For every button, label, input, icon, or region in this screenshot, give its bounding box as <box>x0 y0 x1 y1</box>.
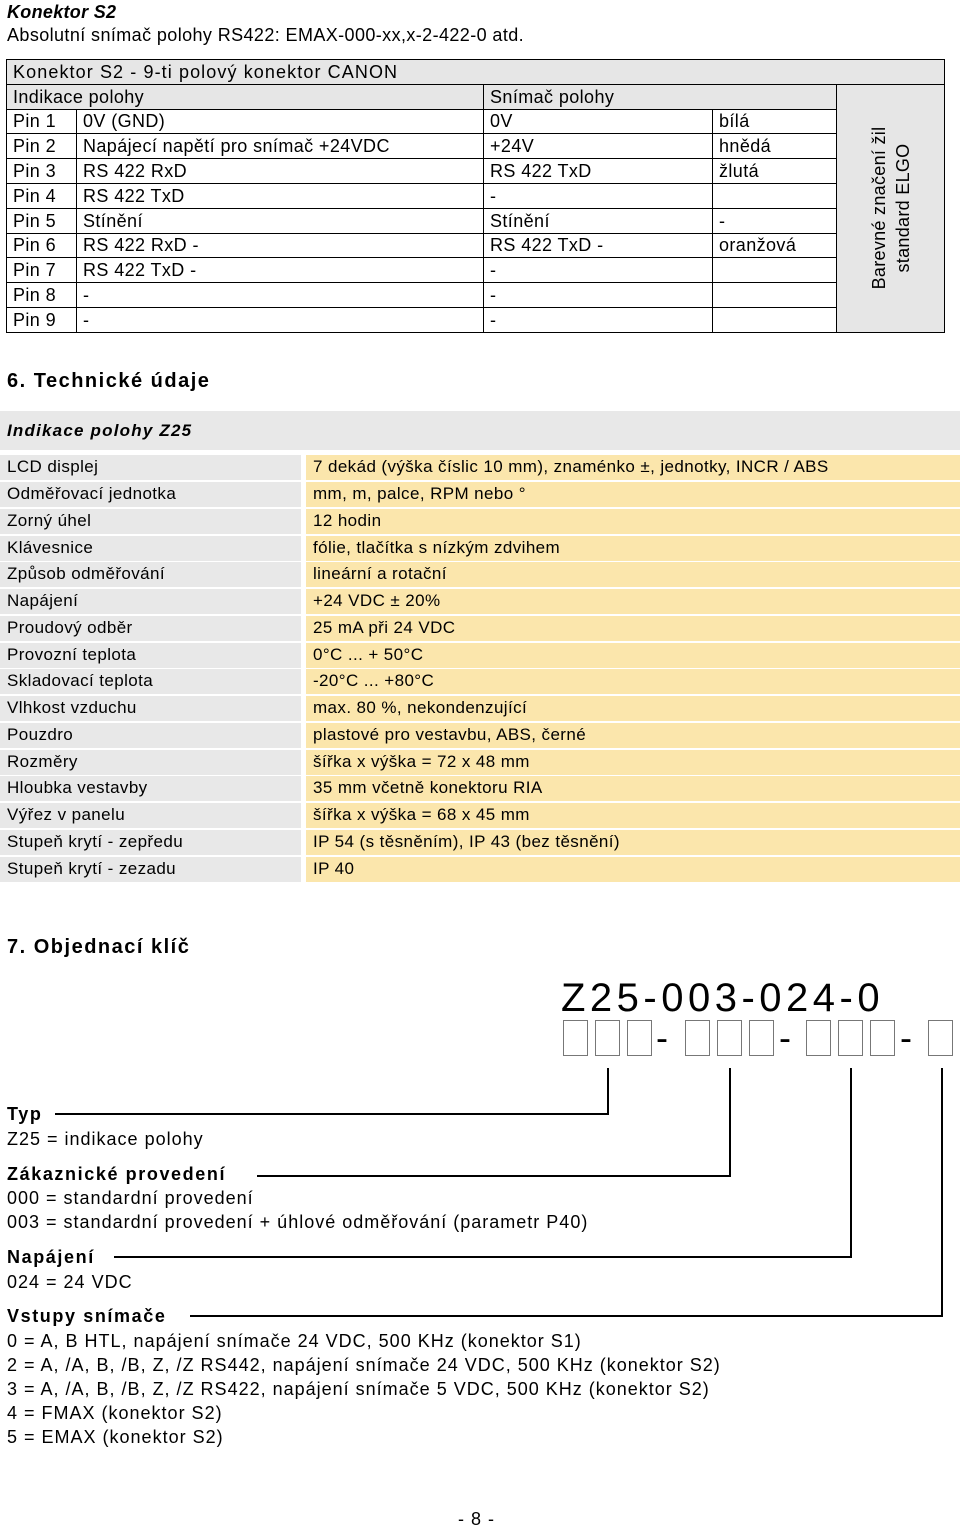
indication-cell: RS 422 TxD <box>77 183 484 208</box>
spec-value: 25 mA při 24 VDC <box>313 618 456 637</box>
spec-label: Stupeň krytí - zepředu <box>7 832 184 851</box>
code-digit-box <box>717 1020 742 1056</box>
color-cell: oranžová <box>713 233 837 258</box>
code-digit-box <box>627 1020 652 1056</box>
color-cell <box>713 283 837 308</box>
code-digit-box <box>749 1020 774 1056</box>
spec-value: IP 40 <box>313 859 355 878</box>
table-row <box>7 208 945 233</box>
spec-label: Napájení <box>7 591 79 610</box>
customer-version-option: 003 = standardní provedení + úhlové odměřování (parametr P40) <box>7 1212 589 1232</box>
section-heading-technical: 6. Technické údaje <box>7 370 211 392</box>
typ-connector-line <box>607 1068 609 1114</box>
pin-cell: Pin 7 <box>7 258 77 283</box>
table-row <box>7 258 945 283</box>
indication-cell: RS 422 TxD - <box>77 258 484 283</box>
indication-cell: Stínění <box>77 208 484 233</box>
code-digit-box <box>928 1020 953 1056</box>
section-title: Konektor S2 <box>7 2 117 22</box>
spec-row <box>0 830 960 855</box>
pin-cell: Pin 5 <box>7 208 77 233</box>
table-row <box>7 283 945 308</box>
connector-table <box>6 59 945 333</box>
spec-row <box>0 696 960 721</box>
spec-label: Odměřovací jednotka <box>7 484 177 503</box>
spec-value: 7 dekád (výška číslic 10 mm), znaménko ±, jednotky, INCR / ABS <box>313 457 829 476</box>
sensor-cell: RS 422 TxD <box>484 159 713 184</box>
spec-value: šířka x výška = 72 x 48 mm <box>313 752 530 771</box>
color-cell <box>713 307 837 332</box>
section-heading-order-key: 7. Objednací klíč <box>7 936 191 958</box>
spec-value: 35 mm včetně konektoru RIA <box>313 778 543 797</box>
side-label-cell <box>837 84 945 332</box>
spec-label: Skladovací teplota <box>7 671 154 690</box>
sensor-cell: Stínění <box>484 208 713 233</box>
sensor-cell: RS 422 TxD - <box>484 233 713 258</box>
spec-value: IP 54 (s těsněním), IP 43 (bez těsnění) <box>313 832 620 851</box>
sensor-input-option: 3 = A, /A, B, /B, Z, /Z RS422, napájení snímače 5 VDC, 500 KHz (konektor S2) <box>7 1379 710 1399</box>
sensor-cell: - <box>484 258 713 283</box>
spec-subheading-bar <box>0 411 960 450</box>
color-cell: hnědá <box>713 134 837 159</box>
pin-cell: Pin 8 <box>7 283 77 308</box>
pin-cell: Pin 1 <box>7 109 77 134</box>
spec-value: mm, m, palce, RPM nebo ° <box>313 484 526 503</box>
customer-version-option: 000 = standardní provedení <box>7 1188 254 1208</box>
indication-cell: RS 422 RxD <box>77 159 484 184</box>
vst-connector-line <box>190 1315 943 1317</box>
zak-connector-line <box>729 1068 731 1176</box>
code-digit-box <box>806 1020 831 1056</box>
color-cell: žlutá <box>713 159 837 184</box>
spec-row <box>0 643 960 668</box>
typ-label: Typ <box>7 1104 43 1124</box>
table-row <box>7 159 945 184</box>
wire-color-label: Barevné značení žil standard ELGO <box>868 126 913 290</box>
zak-connector-line <box>257 1175 731 1177</box>
vst-connector-line <box>941 1068 943 1316</box>
spec-row <box>0 536 960 561</box>
sensor-input-option: 2 = A, /A, B, /B, Z, /Z RS442, napájení snímače 24 VDC, 500 KHz (konektor S2) <box>7 1355 721 1375</box>
spec-label: Vlhkost vzduchu <box>7 698 137 717</box>
spec-row <box>0 455 960 480</box>
sensor-input-option: 4 = FMAX (konektor S2) <box>7 1403 223 1423</box>
code-digit-box <box>563 1020 588 1056</box>
nap-connector-line <box>850 1068 852 1257</box>
pin-cell: Pin 3 <box>7 159 77 184</box>
table-row <box>7 109 945 134</box>
spec-label: Klávesnice <box>7 538 94 557</box>
col-header-sensor: Snímač polohy <box>484 84 837 109</box>
table-row <box>7 307 945 332</box>
color-cell <box>713 258 837 283</box>
color-cell <box>713 183 837 208</box>
color-cell: bílá <box>713 109 837 134</box>
page-number: - 8 - <box>458 1509 496 1529</box>
spec-value: šířka x výška = 68 x 45 mm <box>313 805 530 824</box>
sensor-cell: +24V <box>484 134 713 159</box>
indication-cell: - <box>77 307 484 332</box>
spec-row <box>0 482 960 507</box>
table-row <box>7 183 945 208</box>
spec-value: plastové pro vestavbu, ABS, černé <box>313 725 587 744</box>
code-digit-box <box>595 1020 620 1056</box>
code-dash: - <box>779 1017 791 1058</box>
pin-cell: Pin 9 <box>7 307 77 332</box>
spec-row <box>0 616 960 641</box>
indication-cell: RS 422 RxD - <box>77 233 484 258</box>
spec-value: max. 80 %, nekondenzující <box>313 698 528 717</box>
section-subtitle: Absolutní snímač polohy RS422: EMAX-000-xx,x-2-422-0 atd. <box>7 25 525 45</box>
code-digit-box <box>838 1020 863 1056</box>
spec-row <box>0 750 960 775</box>
spec-row <box>0 776 960 801</box>
spec-label: Výřez v panelu <box>7 805 126 824</box>
customer-version-label: Zákaznické provedení <box>7 1164 227 1184</box>
spec-value: 12 hodin <box>313 511 382 530</box>
spec-label: Proudový odběr <box>7 618 133 637</box>
spec-row <box>0 562 960 587</box>
spec-value: +24 VDC ± 20% <box>313 591 441 610</box>
sensor-cell: 0V <box>484 109 713 134</box>
spec-label: Rozměry <box>7 752 78 771</box>
code-digit-box <box>685 1020 710 1056</box>
sensor-cell: - <box>484 283 713 308</box>
typ-option: Z25 = indikace polohy <box>7 1129 204 1149</box>
sensor-cell: - <box>484 307 713 332</box>
spec-label: LCD displej <box>7 457 99 476</box>
sensor-cell: - <box>484 183 713 208</box>
power-option: 024 = 24 VDC <box>7 1272 133 1292</box>
sensor-input-label: Vstupy snímače <box>7 1306 167 1326</box>
code-dash: - <box>656 1017 668 1058</box>
spec-label: Hloubka vestavby <box>7 778 148 797</box>
spec-label: Pouzdro <box>7 725 74 744</box>
spec-value: -20°C ... +80°C <box>313 671 435 690</box>
indication-cell: Napájecí napětí pro snímač +24VDC <box>77 134 484 159</box>
pin-cell: Pin 4 <box>7 183 77 208</box>
spec-row <box>0 803 960 828</box>
spec-value: fólie, tlačítka s nízkým zdvihem <box>313 538 561 557</box>
spec-label: Stupeň krytí - zezadu <box>7 859 177 878</box>
pin-cell: Pin 2 <box>7 134 77 159</box>
spec-row <box>0 723 960 748</box>
indication-cell: 0V (GND) <box>77 109 484 134</box>
spec-value: lineární a rotační <box>313 564 447 583</box>
typ-connector-line <box>55 1113 609 1115</box>
spec-row <box>0 589 960 614</box>
table-row <box>7 134 945 159</box>
col-header-position: Indikace polohy <box>7 84 484 109</box>
spec-row <box>0 669 960 694</box>
spec-label: Způsob odměřování <box>7 564 165 583</box>
code-dash: - <box>900 1017 912 1058</box>
table-row <box>7 233 945 258</box>
order-code: Z25-003-024-0 <box>561 976 885 1020</box>
spec-value: 0°C ... + 50°C <box>313 645 424 664</box>
nap-connector-line <box>114 1256 852 1258</box>
pin-cell: Pin 6 <box>7 233 77 258</box>
color-cell: - <box>713 208 837 233</box>
table-title: Konektor S2 - 9-ti polový konektor CANON <box>7 60 945 85</box>
code-digit-box <box>870 1020 895 1056</box>
spec-subheading: Indikace polohy Z25 <box>7 421 193 440</box>
sensor-input-option: 5 = EMAX (konektor S2) <box>7 1427 224 1447</box>
spec-label: Provozní teplota <box>7 645 137 664</box>
spec-row <box>0 509 960 534</box>
sensor-input-option: 0 = A, B HTL, napájení snímače 24 VDC, 500 KHz (konektor S1) <box>7 1331 582 1351</box>
spec-row <box>0 857 960 882</box>
power-label: Napájení <box>7 1247 95 1267</box>
indication-cell: - <box>77 283 484 308</box>
spec-label: Zorný úhel <box>7 511 92 530</box>
